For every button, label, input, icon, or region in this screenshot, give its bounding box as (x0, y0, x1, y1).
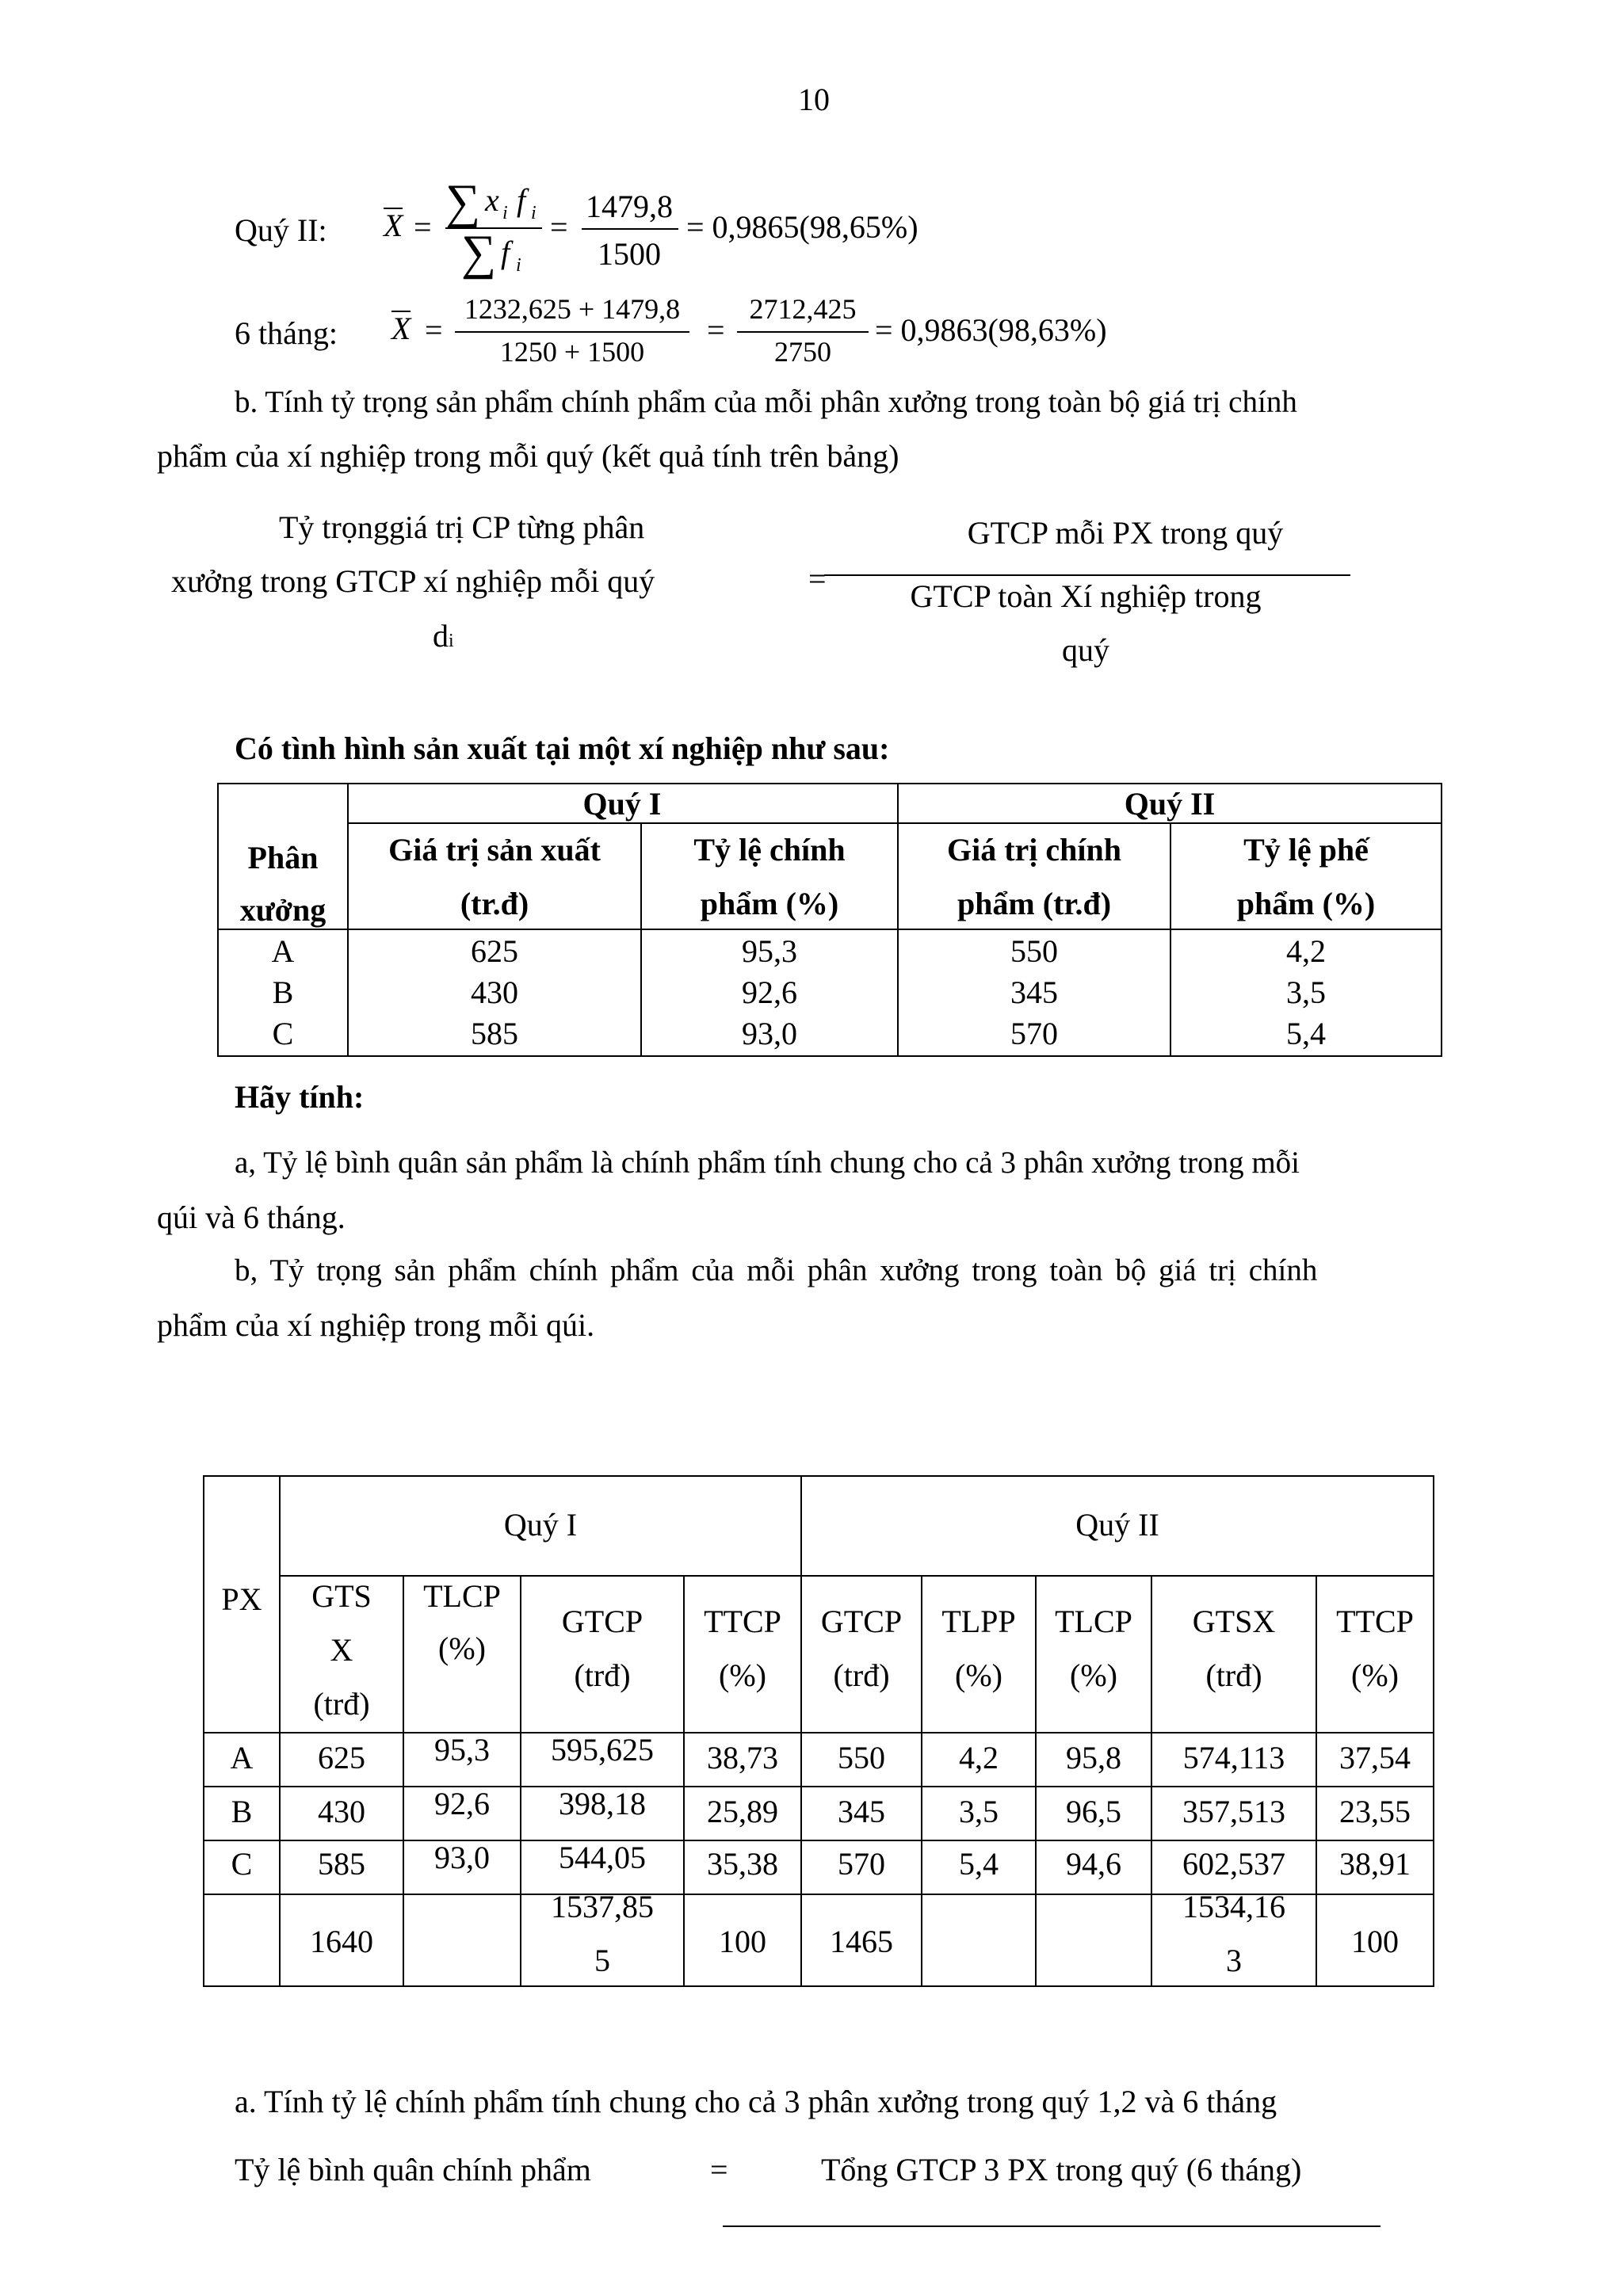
table-cell: 25,89 (707, 1794, 778, 1829)
workshop-header-line-2: xưởng (239, 892, 327, 928)
fraction-bar (455, 331, 689, 333)
header-tlcp: TLCP (423, 1578, 501, 1614)
table-cell: 93,0 (742, 1016, 797, 1051)
ratio-equals: = (808, 561, 827, 597)
header-production-value-unit: (tr.đ) (460, 886, 529, 921)
bottom-formula-lhs: Tỷ lệ bình quân chính phẩm (235, 2152, 591, 2187)
table-cell: 550 (1010, 933, 1058, 969)
mean-symbol: X (391, 311, 411, 346)
total-ttcp-q2: 100 (1351, 1924, 1399, 1959)
table-cell: 570 (838, 1846, 885, 1882)
table-cell: 625 (318, 1740, 365, 1775)
subscript-i: i (516, 255, 521, 276)
equals-sign: = (550, 209, 568, 245)
table-cell: 92,6 (742, 974, 797, 1010)
px-header: PX (221, 1581, 262, 1617)
table-cell: 357,513 (1182, 1794, 1285, 1829)
table-cell: 95,3 (742, 933, 797, 969)
formula-result: = 0,9865(98,65%) (686, 209, 918, 245)
table-cell: 3,5 (1286, 974, 1326, 1010)
header-ttcp: TTCP (704, 1604, 781, 1639)
total-gtsx-q2: 3 (1226, 1943, 1242, 1978)
table-cell: 94,6 (1066, 1846, 1121, 1882)
table-cell: 3,5 (959, 1794, 999, 1829)
header-gtcp: GTCP (820, 1604, 903, 1639)
header-gtsx: X (330, 1632, 353, 1668)
header-gtcp: GTCP (561, 1604, 643, 1639)
header-ttcp: (%) (1351, 1657, 1399, 1693)
quarter-2-header: Quý II (1124, 786, 1216, 822)
page-number: 10 (798, 82, 830, 117)
ratio-denominator-line-2: quý (1062, 632, 1109, 668)
bottom-fraction-bar (723, 2225, 1381, 2227)
table-cell: A (271, 933, 295, 969)
fraction-numerator: 2712,425 (749, 293, 857, 325)
header-production-value: Giá trị sản xuất (388, 832, 601, 868)
header-ttcp: TTCP (1336, 1604, 1414, 1639)
ratio-denominator-line-1: GTCP toàn Xí nghiệp trong (910, 578, 1262, 614)
fraction-bar (737, 331, 869, 333)
formula-result: = 0,9863(98,63%) (875, 312, 1107, 348)
equals-sign: = (707, 312, 725, 348)
table-cell: 574,113 (1182, 1740, 1285, 1775)
table-cell: 625 (471, 933, 518, 969)
bottom-formula-equals: = (710, 2152, 728, 2187)
table-cell: B (231, 1794, 253, 1829)
total-gtsx-q2: 1534,16 (1182, 1889, 1285, 1924)
header-tlcp: (%) (1070, 1657, 1117, 1693)
subscript-i: i (502, 203, 508, 223)
f-var: f (501, 235, 510, 270)
table-cell: 35,38 (707, 1846, 778, 1882)
table-cell: A (230, 1740, 254, 1775)
header-tlcp: (%) (438, 1630, 486, 1666)
table-cell: 544,05 (559, 1840, 646, 1875)
d-symbol: d (433, 618, 449, 654)
table-cell: 38,91 (1339, 1846, 1411, 1882)
subscript-i: i (531, 203, 537, 223)
quarter-1-header: Quý I (582, 786, 662, 822)
workshop-header-line-1: Phân (247, 840, 319, 875)
table-cell: 585 (471, 1016, 518, 1051)
table-cell: 398,18 (559, 1786, 646, 1821)
table-cell: 4,2 (959, 1740, 999, 1775)
header-tlpp: TLPP (941, 1604, 1016, 1639)
header-gtcp: (trđ) (833, 1657, 890, 1693)
table-cell: 23,55 (1339, 1794, 1411, 1829)
table-cell: 345 (1010, 974, 1058, 1010)
total-gtcp-q1: 5 (594, 1943, 610, 1978)
ratio-left-symbol (433, 618, 454, 654)
table-cell: 96,5 (1066, 1794, 1121, 1829)
total-gtcp-q1: 1537,85 (551, 1889, 654, 1924)
ratio-left-line-1: Tỷ trọnggiá trị CP từng phân (279, 509, 645, 545)
fraction-bar (582, 228, 678, 230)
header-defect-rate-unit: phẩm (%) (1236, 886, 1376, 921)
formula-label: 6 tháng: (235, 315, 338, 351)
table-cell: 38,73 (707, 1740, 778, 1775)
table-cell: 345 (838, 1794, 885, 1829)
part-b-line-2: phẩm của xí nghiệp trong mỗi quý (kết quả tính trên bảng) (157, 438, 899, 474)
table-cell: 570 (1010, 1016, 1058, 1051)
sum-symbol-numerator: ∑ (445, 175, 481, 229)
header-tlpp: (%) (955, 1657, 1002, 1693)
ratio-fraction-bar (824, 574, 1350, 576)
header-defect-rate: Tỷ lệ phế (1243, 832, 1369, 868)
table-cell: C (231, 1846, 253, 1882)
header-finished-rate: Tỷ lệ chính (693, 832, 846, 868)
fraction-numerator: 1479,8 (586, 189, 673, 224)
table-cell: 430 (471, 974, 518, 1010)
total-gtcp-q2: 1465 (830, 1924, 893, 1959)
equals-sign: = (414, 209, 432, 245)
fraction-numerator: 1232,625 + 1479,8 (464, 293, 681, 325)
subscript-i: i (449, 631, 454, 651)
header-ttcp: (%) (719, 1657, 766, 1693)
table-cell: 95,8 (1066, 1740, 1121, 1775)
question-b-line-1: b, Tỷ trọng sản phẩm chính phẩm của mỗi phân xưởng trong toàn bộ giá trị chính (235, 1253, 1318, 1287)
total-ttcp-q1: 100 (719, 1924, 766, 1959)
question-b-line-2: phẩm của xí nghiệp trong mỗi qúi. (157, 1307, 595, 1343)
table-cell: 430 (318, 1794, 365, 1829)
header-finished-value-unit: phẩm (tr.đ) (957, 886, 1112, 921)
f-var: f (517, 182, 526, 218)
ratio-numerator: GTCP mỗi PX trong quý (967, 515, 1284, 551)
ask-heading: Hãy tính: (235, 1079, 365, 1115)
table-cell: 5,4 (959, 1846, 999, 1882)
formula-label: Quý II: (235, 212, 327, 248)
part-b-line-1: b. Tính tỷ trọng sản phẩm chính phẩm của mỗi phân xưởng trong toàn bộ giá trị chính (235, 385, 1297, 419)
table-cell: 595,625 (551, 1732, 654, 1768)
table-cell: 4,2 (1286, 933, 1326, 969)
header-gtcp: (trđ) (574, 1657, 631, 1693)
fraction-denominator: 1250 + 1500 (499, 336, 645, 368)
ratio-left-line-2: xưởng trong GTCP xí nghiệp mỗi quý (171, 563, 655, 599)
table-cell: 5,4 (1286, 1016, 1326, 1051)
quarter-1-header: Quý I (503, 1507, 578, 1543)
header-gtsx: (trđ) (313, 1686, 370, 1722)
header-tlcp: TLCP (1055, 1604, 1132, 1639)
quarter-2-header: Quý II (1075, 1507, 1159, 1543)
bottom-part-a: a. Tính tỷ lệ chính phẩm tính chung cho cả 3 phân xưởng trong quý 1,2 và 6 tháng (235, 2084, 1277, 2119)
header-gtsx: GTSX (1192, 1604, 1276, 1639)
table-cell: B (272, 974, 294, 1010)
header-finished-rate-unit: phẩm (%) (700, 886, 839, 921)
table-cell: C (272, 1016, 294, 1051)
fraction-denominator: 2750 (774, 336, 831, 368)
bottom-formula-numerator: Tổng GTCP 3 PX trong quý (6 tháng) (821, 2152, 1302, 2187)
header-gtsx: (trđ) (1205, 1657, 1262, 1693)
equals-sign: = (425, 312, 443, 348)
table-cell: 602,537 (1182, 1846, 1285, 1882)
header-finished-value: Giá trị chính (946, 832, 1122, 868)
table-cell: 585 (318, 1846, 365, 1882)
header-gtsx: GTS (311, 1578, 372, 1614)
x-var: x (485, 182, 499, 218)
mean-symbol: X (384, 208, 403, 243)
table-cell: 550 (838, 1740, 885, 1775)
sum-symbol-denominator: ∑ (461, 226, 497, 280)
table-cell: 37,54 (1339, 1740, 1411, 1775)
total-gtsx: 1640 (310, 1924, 373, 1959)
fraction-denominator: 1500 (598, 236, 661, 272)
problem-heading: Có tình hình sản xuất tại một xí nghiệp như sau: (235, 730, 890, 766)
table-cell: 95,3 (434, 1732, 490, 1768)
question-a-line-1: a, Tỷ lệ bình quân sản phẩm là chính phẩm tính chung cho cả 3 phân xưởng trong mỗi (235, 1146, 1300, 1180)
question-a-line-2: qúi và 6 tháng. (157, 1199, 346, 1235)
table-cell: 93,0 (434, 1840, 490, 1875)
table-cell: 92,6 (434, 1786, 490, 1821)
